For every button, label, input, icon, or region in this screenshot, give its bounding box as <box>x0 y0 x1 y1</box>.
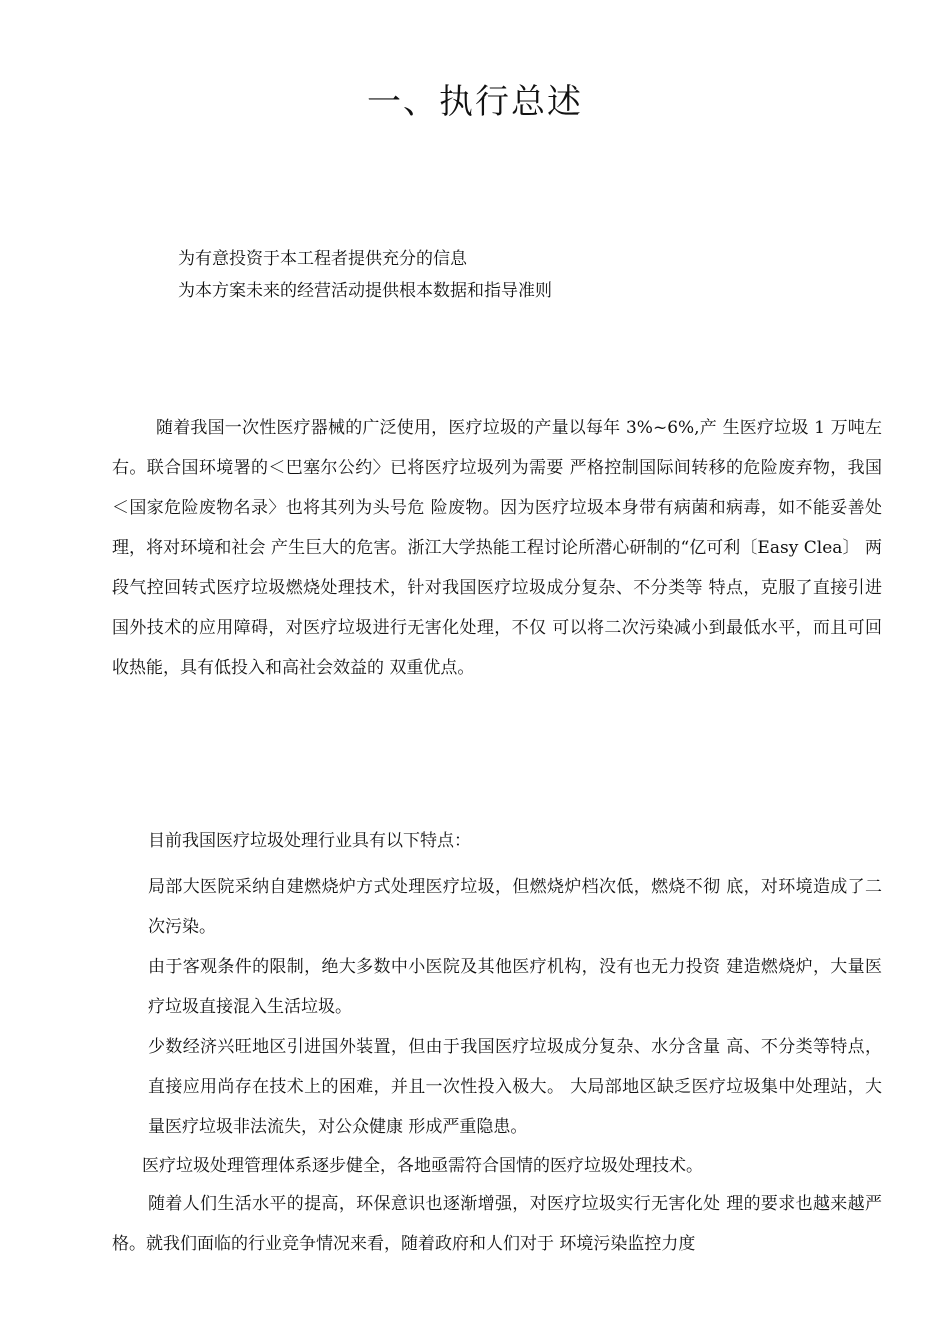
features-heading: 目前我国医疗垃圾处理行业具有以下特点： <box>148 831 471 851</box>
outlook-paragraph: 随着人们生活水平的提高，环保意识也逐渐增强，对医疗垃圾实行无害化处 理的要求也越来越严格。就我们面临的行业竞争情况来看，随着政府和人们对于 环境污染监控力度 <box>112 1194 882 1254</box>
feature-list <box>148 867 882 1147</box>
page-title: 一、执行总述 <box>367 82 583 122</box>
purpose-line: 为有意投资于本工程者提供充分的信息 <box>178 249 467 269</box>
feature-item: 由于客观条件的限制，绝大多数中小医院及其他医疗机构，没有也无力投资 建造燃烧炉，大量医疗垃圾直接混入生活垃圾。 <box>148 957 882 1017</box>
feature-item: 局部大医院采纳自建燃烧炉方式处理医疗垃圾，但燃烧炉档次低，燃烧不彻 底，对环境造成了二次污染。 <box>148 877 882 937</box>
feature-item: 少数经济兴旺地区引进国外装置，但由于我国医疗垃圾成分复杂、水分含量 高、不分类等特点，直接应用尚存在技术上的困难，并且一次性投入极大。 大局部地区缺乏医疗垃圾集中处理站，大量医疗垃圾非法流失，对公众健康 形成严重隐患。 <box>148 1037 882 1137</box>
purpose-line: 为本方案未来的经营活动提供根本数据和指导准则 <box>178 281 552 301</box>
intro-paragraph: 随着我国一次性医疗器械的广泛使用，医疗垃圾的产量以每年 3%~6%,产 生医疗垃圾 1 万吨左右。联合国环境署的＜巴塞尔公约〉已将医疗垃圾列为需要 严格控制国际间转移的危险废弃物，我国＜国家危险废物名录〉也将其列为头号危 险废物。因为医疗垃圾本身带有病菌和病毒，如不能妥善处理，将对环境和社会 产生巨大的危害。浙江大学热能工程讨论所潜心研制的“亿可利〔Easy Clea〕 两段气控回转式医疗垃圾燃烧处理技术，针对我国医疗垃圾成分复杂、不分类等 特点，克服了直接引进国外技术的应用障碍，对医疗垃圾进行无害化处理，不仅 可以将二次污染减小到最低水平，而且可回收热能，具有低投入和高社会效益的 双重优点。 <box>112 418 882 678</box>
purpose-list <box>178 243 552 307</box>
management-statement: 医疗垃圾处理管理体系逐步健全，各地亟需符合国情的医疗垃圾处理技术。 <box>142 1156 703 1176</box>
